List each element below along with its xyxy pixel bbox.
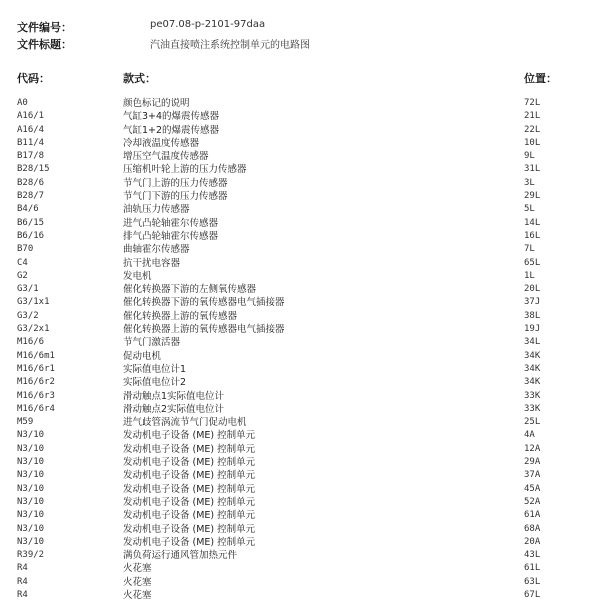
component-position: 31L <box>524 164 541 175</box>
component-code: G3/1x1 <box>17 297 50 308</box>
component-position: 1L <box>524 270 535 281</box>
table-row <box>0 589 601 602</box>
component-name: 火花塞 <box>123 589 152 601</box>
component-name: 气缸1+2的爆震传感器 <box>123 124 220 136</box>
component-name: 催化转换器上游的氧传感器电气插接器 <box>123 324 285 336</box>
component-position: 37A <box>524 470 541 481</box>
component-name: 排气凸轮轴霍尔传感器 <box>123 230 219 242</box>
component-code: N3/10 <box>17 470 45 481</box>
component-position: 34K <box>524 377 541 388</box>
component-name: 催化转换器上游的氧传感器 <box>123 310 238 322</box>
component-code: M16/6r4 <box>17 403 55 414</box>
doc-title-label: 文件标题： <box>17 38 72 51</box>
table-row <box>0 549 601 562</box>
component-name: 发动机电子设备 (ME) 控制单元 <box>123 496 256 508</box>
component-position: 52A <box>524 496 541 507</box>
component-position: 20L <box>524 284 541 295</box>
table-row <box>0 203 601 216</box>
component-code: G3/2x1 <box>17 324 50 335</box>
component-code: R4 <box>17 589 28 600</box>
component-code: B28/6 <box>17 177 45 188</box>
component-name: 催化转换器下游的氧传感器电气插接器 <box>123 297 285 309</box>
component-name: 火花塞 <box>123 563 152 575</box>
component-code: B4/6 <box>17 204 39 215</box>
component-code: R39/2 <box>17 550 45 561</box>
component-code: M16/6r1 <box>17 363 55 374</box>
table-row <box>0 469 601 482</box>
component-code: B6/15 <box>17 217 45 228</box>
component-position: 61A <box>524 510 541 521</box>
table-row <box>0 416 601 429</box>
component-name: 发动机电子设备 (ME) 控制单元 <box>123 430 256 442</box>
component-name: 实际值电位计2 <box>123 377 187 389</box>
component-code: N3/10 <box>17 483 45 494</box>
table-row <box>0 310 601 323</box>
component-position: 20A <box>524 536 541 547</box>
table-row <box>0 390 601 403</box>
table-row <box>0 150 601 163</box>
table-row <box>0 523 601 536</box>
column-header-model: 款式： <box>123 72 156 85</box>
component-position: 34K <box>524 363 541 374</box>
component-position: 3L <box>524 177 535 188</box>
component-code: N3/10 <box>17 496 45 507</box>
table-row <box>0 137 601 150</box>
component-name: 颜色标记的说明 <box>123 98 190 109</box>
table-row <box>0 163 601 176</box>
component-code: B28/15 <box>17 164 50 175</box>
component-position: 14L <box>524 217 541 228</box>
table-row <box>0 456 601 469</box>
component-position: 67L <box>524 589 541 600</box>
component-name: 发电机 <box>123 270 152 282</box>
component-position: 4A <box>524 430 535 441</box>
component-name: 发动机电子设备 (ME) 控制单元 <box>123 523 256 535</box>
component-position: 38L <box>524 310 541 321</box>
component-name: 发动机电子设备 (ME) 控制单元 <box>123 483 256 495</box>
component-code: B28/7 <box>17 191 45 202</box>
table-row <box>0 296 601 309</box>
component-name: 发动机电子设备 (ME) 控制单元 <box>123 536 256 548</box>
component-position: 65L <box>524 257 541 268</box>
table-row <box>0 496 601 509</box>
column-header-position: 位置： <box>524 72 557 85</box>
component-name: 抗干扰电容器 <box>123 257 181 269</box>
component-code: B17/8 <box>17 151 45 162</box>
component-code: N3/10 <box>17 510 45 521</box>
component-name: 催化转换器下游的左侧氧传感器 <box>123 284 257 296</box>
table-row <box>0 124 601 137</box>
component-position: 5L <box>524 204 535 215</box>
component-position: 43L <box>524 550 541 561</box>
component-position: 16L <box>524 230 541 241</box>
component-code: R4 <box>17 576 28 587</box>
component-name: 火花塞 <box>123 576 152 588</box>
component-name: 发动机电子设备 (ME) 控制单元 <box>123 470 256 482</box>
column-header-code: 代码： <box>17 72 50 85</box>
table-row <box>0 562 601 575</box>
component-name: 滑动触点1实际值电位计 <box>123 390 225 402</box>
component-position: 72L <box>524 98 541 108</box>
component-code: M16/6 <box>17 337 45 348</box>
component-code: B11/4 <box>17 137 45 148</box>
table-row <box>0 323 601 336</box>
component-name: 节气门下游的压力传感器 <box>123 191 228 203</box>
component-name: 曲轴霍尔传感器 <box>123 244 190 256</box>
component-code: N3/10 <box>17 443 45 454</box>
component-name: 节气门激活器 <box>123 337 181 349</box>
component-name: 进气凸轮轴霍尔传感器 <box>123 217 219 229</box>
doc-number-value: pe07.08-p-2101-97daa <box>150 19 266 30</box>
component-code: M16/6m1 <box>17 350 55 361</box>
component-name: 节气门上游的压力传感器 <box>123 177 228 189</box>
component-code: M16/6r2 <box>17 377 55 388</box>
table-row <box>0 376 601 389</box>
component-position: 22L <box>524 124 541 135</box>
component-position: 61L <box>524 563 541 574</box>
table-row <box>0 177 601 190</box>
component-code: A16/1 <box>17 111 45 122</box>
component-position: 33K <box>524 403 541 414</box>
table-row <box>0 350 601 363</box>
component-code: N3/10 <box>17 523 45 534</box>
table-row <box>0 363 601 376</box>
component-position: 9L <box>524 151 535 162</box>
table-row <box>0 403 601 416</box>
table-row <box>0 257 601 270</box>
table-row <box>0 483 601 496</box>
component-code: N3/10 <box>17 430 45 441</box>
component-code: N3/10 <box>17 536 45 547</box>
component-name: 发动机电子设备 (ME) 控制单元 <box>123 510 256 522</box>
component-name: 滑动触点2实际值电位计 <box>123 403 225 415</box>
component-code: A16/4 <box>17 124 45 135</box>
component-position: 21L <box>524 111 541 122</box>
component-position: 29L <box>524 191 541 202</box>
doc-title-value: 汽油直接喷注系统控制单元的电路图 <box>150 40 310 51</box>
component-name: 油轨压力传感器 <box>123 204 190 216</box>
component-position: 34K <box>524 350 541 361</box>
table-row <box>0 97 601 110</box>
table-row <box>0 230 601 243</box>
component-position: 33K <box>524 390 541 401</box>
table-row <box>0 536 601 549</box>
component-position: 29A <box>524 457 541 468</box>
table-row <box>0 217 601 230</box>
component-name: 增压空气温度传感器 <box>123 151 209 163</box>
component-position: 45A <box>524 483 541 494</box>
component-code: C4 <box>17 257 28 268</box>
component-code: G3/2 <box>17 310 39 321</box>
table-row <box>0 243 601 256</box>
component-name: 促动电机 <box>123 350 162 362</box>
component-code: R4 <box>17 563 28 574</box>
component-code: A0 <box>17 98 28 108</box>
component-position: 12A <box>524 443 541 454</box>
component-code: G3/1 <box>17 284 39 295</box>
component-position: 68A <box>524 523 541 534</box>
component-position: 63L <box>524 576 541 587</box>
component-code: M59 <box>17 417 34 428</box>
component-name: 进气歧管涡流节气门促动电机 <box>123 417 247 429</box>
table-row <box>0 270 601 283</box>
component-code: N3/10 <box>17 457 45 468</box>
component-code: G2 <box>17 270 28 281</box>
component-name: 气缸3+4的爆震传感器 <box>123 111 220 123</box>
component-name: 冷却液温度传感器 <box>123 137 200 149</box>
component-position: 10L <box>524 137 541 148</box>
component-table <box>0 97 601 602</box>
component-position: 7L <box>524 244 535 255</box>
table-row <box>0 576 601 589</box>
component-name: 满负荷运行通风管加热元件 <box>123 550 238 562</box>
table-row <box>0 429 601 442</box>
component-position: 25L <box>524 417 541 428</box>
table-row <box>0 110 601 123</box>
component-position: 37J <box>524 297 541 308</box>
component-position: 34L <box>524 337 541 348</box>
component-name: 发动机电子设备 (ME) 控制单元 <box>123 443 256 455</box>
table-row <box>0 283 601 296</box>
doc-number-label: 文件编号： <box>17 21 72 34</box>
component-name: 压缩机叶轮上游的压力传感器 <box>123 164 247 176</box>
component-name: 发动机电子设备 (ME) 控制单元 <box>123 457 256 469</box>
table-row <box>0 190 601 203</box>
component-code: B70 <box>17 244 34 255</box>
table-row <box>0 443 601 456</box>
table-row <box>0 509 601 522</box>
component-position: 19J <box>524 324 541 335</box>
component-name: 实际值电位计1 <box>123 363 187 375</box>
table-row <box>0 336 601 349</box>
component-code: M16/6r3 <box>17 390 55 401</box>
component-code: B6/16 <box>17 230 45 241</box>
